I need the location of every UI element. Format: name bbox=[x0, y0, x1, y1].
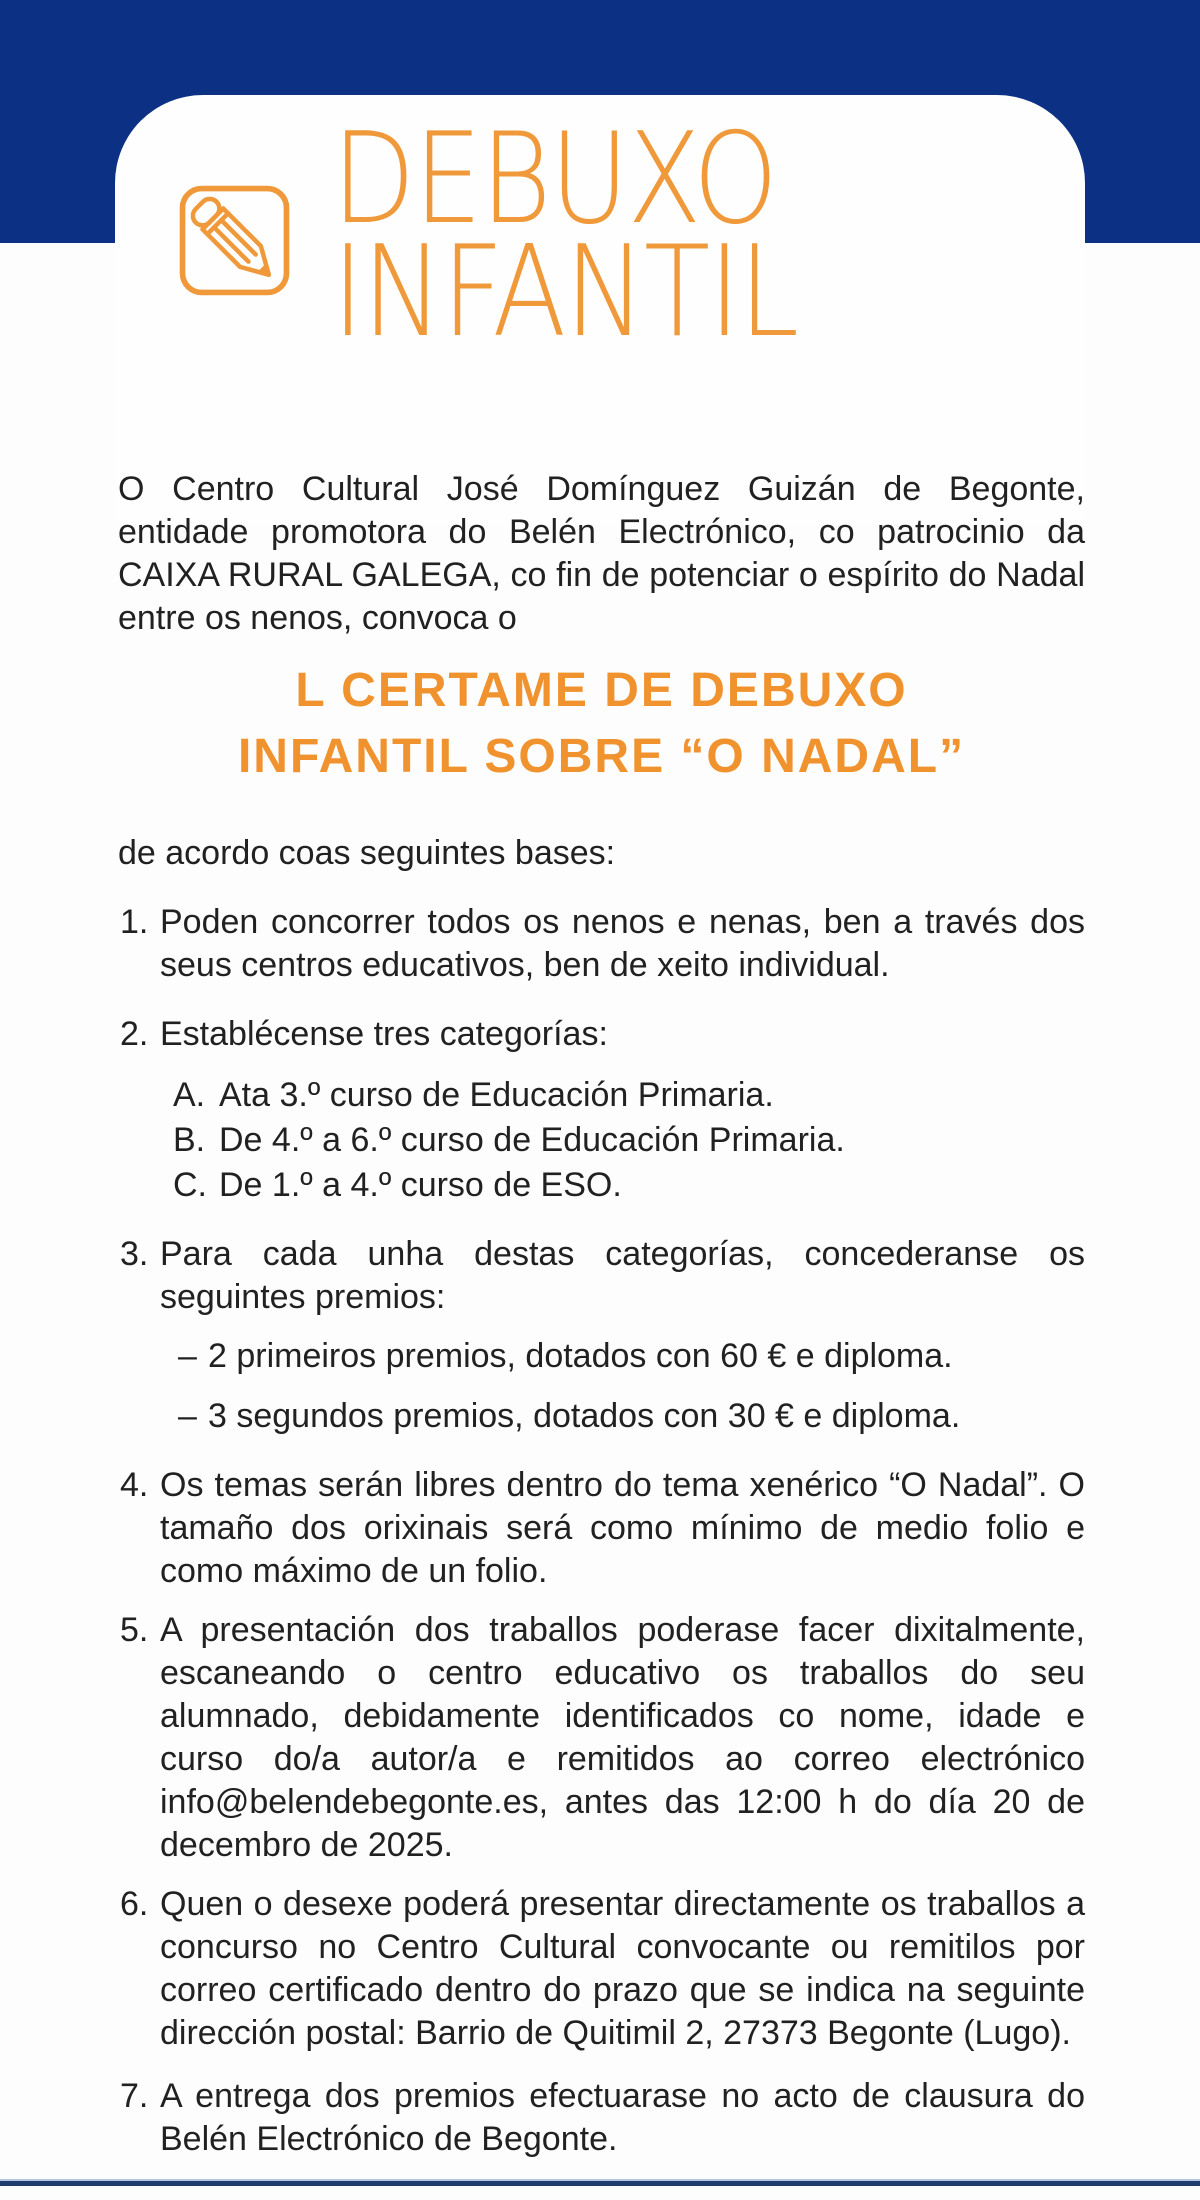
item-text: A presentación dos traballos poderase facer dixitalmente, escaneando o centro educativo os traballos do seu alumnado, debidamente identificados co nome, idade e curso do/a autor/a e remitidos ao correo electrónico info@belendebegonte.es, antes das 12:00 h do día 20 de decembro de 2025. bbox=[160, 1611, 1085, 1864]
base-item-7 bbox=[118, 2075, 1085, 2161]
item-text: Poden concorrer todos os nenos e nenas, ben a través dos seus centros educativos, ben de xeito individual. bbox=[160, 903, 1085, 984]
dash-bullet: – bbox=[178, 1337, 197, 1375]
category-item-a bbox=[173, 1074, 1085, 1117]
base-item-1 bbox=[118, 901, 1085, 987]
prize-item-2 bbox=[178, 1395, 1085, 1438]
base-item-4 bbox=[118, 1464, 1085, 1593]
item-number: 4. bbox=[120, 1466, 149, 1504]
category-label: A. bbox=[173, 1076, 206, 1114]
item-number: 5. bbox=[120, 1611, 149, 1649]
prizes-list bbox=[178, 1335, 1085, 1438]
item-number: 1. bbox=[120, 903, 149, 941]
base-item-6 bbox=[118, 1883, 1085, 2055]
category-text: De 4.º a 6.º curso de Educación Primaria. bbox=[219, 1121, 845, 1159]
dash-bullet: – bbox=[178, 1397, 197, 1435]
category-label: B. bbox=[173, 1121, 206, 1159]
base-item-2 bbox=[118, 1013, 1085, 1056]
intro-paragraph: O Centro Cultural José Domínguez Guizán de Begonte, entidade promotora do Belén Electrónico, co patrocinio da CAIXA RURAL GALEGA, co fin de potenciar o espírito do Nadal entre os nenos, convoca o bbox=[118, 470, 1085, 637]
item-number: 3. bbox=[120, 1235, 149, 1273]
item-number: 7. bbox=[120, 2077, 149, 2115]
footer-rule bbox=[0, 2179, 1200, 2186]
item-number: 6. bbox=[120, 1885, 149, 1923]
item-text: Establécense tres categorías: bbox=[160, 1015, 608, 1053]
document-body bbox=[118, 468, 1085, 2161]
category-label: C. bbox=[173, 1166, 207, 1204]
logo-title bbox=[332, 105, 882, 365]
base-item-5 bbox=[118, 1609, 1085, 1867]
item-text: Os temas serán libres dentro do tema xenérico “O Nadal”. O tamaño dos orixinais será como mínimo de medio folio e como máximo de un folio. bbox=[160, 1466, 1085, 1590]
item-text: Quen o desexe poderá presentar directamente os traballos a concurso no Centro Cultural convocante ou remitilos por correo certificado dentro do prazo que se indica na seguinte dirección postal: Barrio de Quitimil 2, 27373 Begonte (Lugo). bbox=[160, 1885, 1085, 2052]
item-text: Para cada unha destas categorías, concederanse os seguintes premios: bbox=[160, 1235, 1085, 1316]
item-number: 2. bbox=[120, 1015, 149, 1053]
prize-text: 3 segundos premios, dotados con 30 € e diploma. bbox=[208, 1397, 961, 1435]
base-item-3 bbox=[118, 1233, 1085, 1319]
contest-heading-line1: L CERTAME DE DEBUXO bbox=[295, 664, 908, 717]
logo-title-line1: DEBUXO bbox=[332, 105, 777, 252]
logo-title-line2: INFANTIL bbox=[332, 218, 798, 365]
contest-heading bbox=[138, 658, 1065, 790]
category-text: De 1.º a 4.º curso de ESO. bbox=[219, 1166, 622, 1204]
prize-item-1 bbox=[178, 1335, 1085, 1378]
contest-heading-line2: INFANTIL SOBRE “O NADAL” bbox=[237, 730, 966, 783]
bases-intro: de acordo coas seguintes bases: bbox=[118, 834, 616, 872]
categories-list bbox=[173, 1074, 1085, 1207]
pencil-icon bbox=[178, 183, 291, 298]
category-text: Ata 3.º curso de Educación Primaria. bbox=[219, 1076, 774, 1114]
item-text: A entrega dos premios efectuarase no acto de clausura do Belén Electrónico de Begonte. bbox=[160, 2077, 1085, 2158]
category-item-b bbox=[173, 1119, 1085, 1162]
prize-text: 2 primeiros premios, dotados con 60 € e diploma. bbox=[208, 1337, 953, 1375]
category-item-c bbox=[173, 1164, 1085, 1207]
